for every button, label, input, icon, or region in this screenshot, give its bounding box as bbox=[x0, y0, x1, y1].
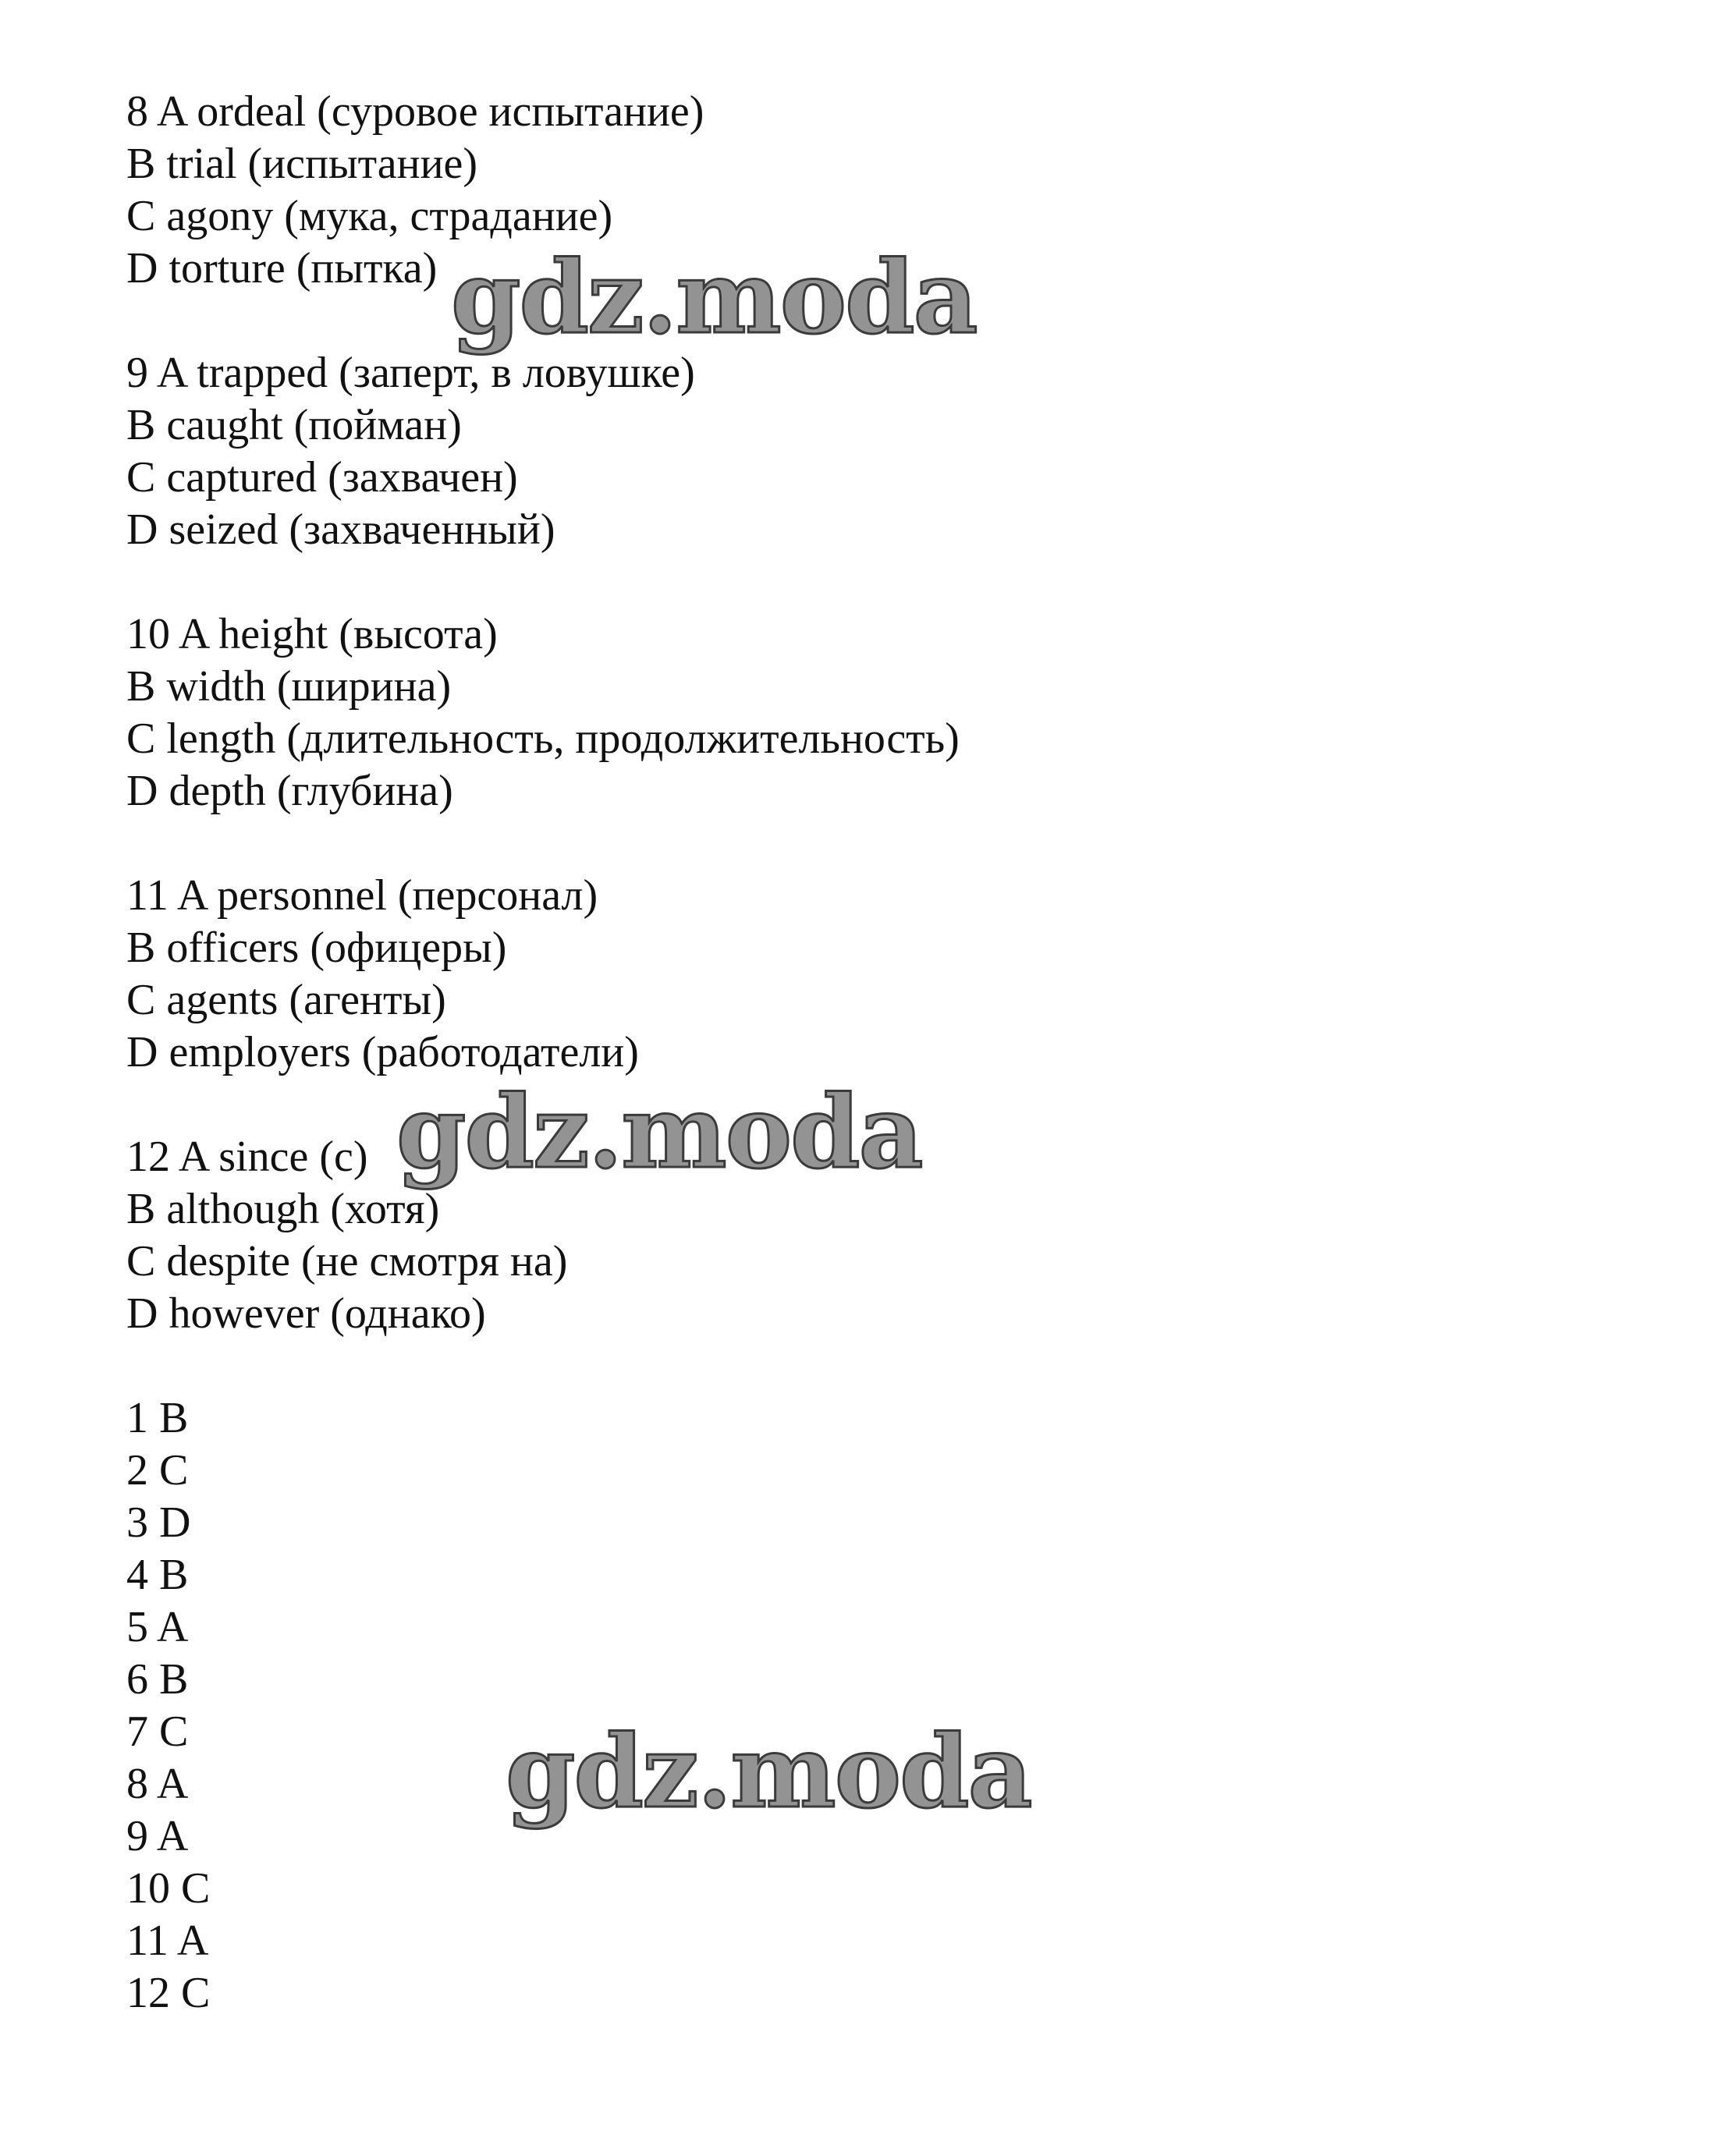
answer-line: 5 A bbox=[126, 1603, 189, 1651]
option-line: B trial (испытание) bbox=[126, 140, 478, 188]
option-line: C agents (агенты) bbox=[126, 976, 446, 1024]
answer-line: 9 A bbox=[126, 1812, 189, 1860]
option-line: B caught (пойман) bbox=[126, 401, 462, 449]
spacer bbox=[126, 1340, 1609, 1392]
option-line: B officers (офицеры) bbox=[126, 924, 507, 972]
answer-line: 1 B bbox=[126, 1394, 189, 1442]
answer-line: 8 A bbox=[126, 1760, 189, 1808]
answer-line: 7 C bbox=[126, 1707, 189, 1756]
spacer bbox=[126, 556, 1609, 608]
option-line: 12 A since (с) bbox=[126, 1133, 368, 1181]
answer-key bbox=[126, 1392, 1609, 2019]
watermark-logo: gdz.moda bbox=[451, 239, 977, 356]
option-line: 9 A trapped (заперт, в ловушке) bbox=[126, 349, 695, 397]
answer-line: 10 C bbox=[126, 1864, 211, 1913]
option-line: C length (длительность, продолжительность) bbox=[126, 715, 960, 763]
option-line: D employers (работодатели) bbox=[126, 1028, 639, 1076]
answer-line: 11 A bbox=[126, 1917, 209, 1965]
option-line: D depth (глубина) bbox=[126, 767, 453, 815]
answer-line: 4 B bbox=[126, 1551, 189, 1599]
question-block-9 bbox=[126, 347, 1609, 556]
option-line: D seized (захваченный) bbox=[126, 505, 555, 554]
option-line: 10 A height (высота) bbox=[126, 610, 498, 658]
option-line: D however (однако) bbox=[126, 1289, 486, 1338]
option-line: D torture (пытка) bbox=[126, 244, 438, 293]
question-block-11 bbox=[126, 870, 1609, 1079]
option-line: 8 A ordeal (суровое испытание) bbox=[126, 87, 704, 136]
watermark-logo: gdz.moda bbox=[396, 1074, 922, 1191]
answer-line: 6 B bbox=[126, 1655, 189, 1704]
watermark-logo: gdz.moda bbox=[506, 1714, 1031, 1831]
option-line: C agony (мука, страдание) bbox=[126, 192, 613, 240]
option-line: B although (хотя) bbox=[126, 1185, 440, 1233]
answer-line: 2 C bbox=[126, 1446, 189, 1495]
spacer bbox=[126, 817, 1609, 870]
answer-line: 3 D bbox=[126, 1498, 191, 1547]
question-block-10 bbox=[126, 608, 1609, 817]
option-line: C captured (захвачен) bbox=[126, 453, 518, 502]
option-line: C despite (не смотря на) bbox=[126, 1237, 568, 1285]
answer-line: 12 C bbox=[126, 1969, 211, 2017]
option-line: B width (ширина) bbox=[126, 662, 452, 711]
option-line: 11 A personnel (персонал) bbox=[126, 871, 598, 920]
